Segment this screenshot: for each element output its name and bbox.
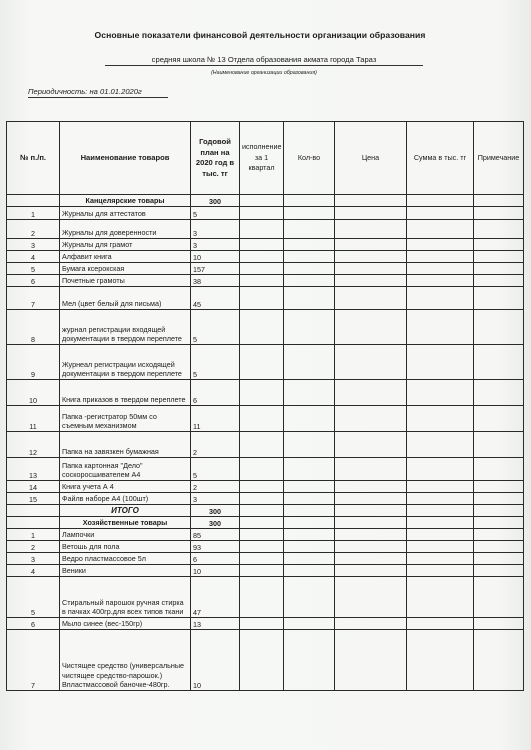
row-plan: 47 (191, 577, 240, 618)
row-quantity (284, 517, 335, 529)
row-plan: 5 (191, 207, 240, 220)
table-body (7, 195, 524, 691)
row-sum (407, 529, 474, 541)
row-quantity (284, 618, 335, 630)
table-row (7, 529, 524, 541)
row-execution (240, 239, 284, 251)
period-label: Периодичность: на 01.01.2020г (28, 87, 168, 98)
row-sum (407, 577, 474, 618)
row-plan: 300 (191, 505, 240, 517)
row-quantity (284, 310, 335, 345)
col-header-execution: исполнение за 1 квартал (240, 122, 284, 195)
col-header-number: № п./п. (7, 122, 60, 195)
row-note (474, 220, 524, 239)
table-row (7, 458, 524, 481)
row-note (474, 287, 524, 310)
row-number: 1 (7, 207, 60, 220)
row-plan: 11 (191, 406, 240, 432)
row-price (335, 380, 407, 406)
row-number: 2 (7, 541, 60, 553)
row-plan: 300 (191, 195, 240, 207)
row-name: Почетные грамоты (60, 275, 191, 287)
row-name: Журналы для аттестатов (60, 207, 191, 220)
row-plan: 157 (191, 263, 240, 275)
row-quantity (284, 380, 335, 406)
row-name: Веники (60, 565, 191, 577)
row-name: Ведро пластмассовое 5л (60, 553, 191, 565)
table-row (7, 275, 524, 287)
row-quantity (284, 239, 335, 251)
row-price (335, 310, 407, 345)
row-plan: 5 (191, 458, 240, 481)
row-quantity (284, 630, 335, 691)
row-number (7, 505, 60, 517)
total-row (7, 505, 524, 517)
row-note (474, 553, 524, 565)
row-price (335, 458, 407, 481)
row-sum (407, 239, 474, 251)
category-row (7, 195, 524, 207)
row-quantity (284, 458, 335, 481)
row-name: Бумага ксерокская (60, 263, 191, 275)
row-number (7, 517, 60, 529)
row-execution (240, 220, 284, 239)
row-sum (407, 220, 474, 239)
row-quantity (284, 565, 335, 577)
row-sum (407, 517, 474, 529)
row-execution (240, 481, 284, 493)
row-name: Хозяйственные товары (60, 517, 191, 529)
row-name: Книга учета А 4 (60, 481, 191, 493)
row-sum (407, 458, 474, 481)
table-row (7, 406, 524, 432)
row-number: 3 (7, 239, 60, 251)
row-price (335, 618, 407, 630)
col-header-note: Примечание (474, 122, 524, 195)
row-name: Канцелярские товары (60, 195, 191, 207)
row-price (335, 263, 407, 275)
row-number: 4 (7, 565, 60, 577)
row-note (474, 505, 524, 517)
row-execution (240, 541, 284, 553)
row-number: 10 (7, 380, 60, 406)
row-number: 5 (7, 577, 60, 618)
row-number: 2 (7, 220, 60, 239)
row-name: ИТОГО (60, 505, 191, 517)
row-note (474, 251, 524, 263)
row-quantity (284, 195, 335, 207)
row-note (474, 577, 524, 618)
row-number: 8 (7, 310, 60, 345)
row-price (335, 630, 407, 691)
row-sum (407, 481, 474, 493)
row-number: 3 (7, 553, 60, 565)
row-quantity (284, 220, 335, 239)
row-execution (240, 287, 284, 310)
row-plan: 93 (191, 541, 240, 553)
row-note (474, 529, 524, 541)
col-header-name: Наименование товаров (60, 122, 191, 195)
row-plan: 13 (191, 618, 240, 630)
row-price (335, 541, 407, 553)
table-row (7, 493, 524, 505)
row-plan: 6 (191, 553, 240, 565)
row-note (474, 263, 524, 275)
row-note (474, 432, 524, 458)
table-row (7, 380, 524, 406)
row-note (474, 618, 524, 630)
row-note (474, 493, 524, 505)
row-execution (240, 345, 284, 380)
row-price (335, 505, 407, 517)
row-price (335, 207, 407, 220)
row-sum (407, 275, 474, 287)
row-number: 15 (7, 493, 60, 505)
row-price (335, 517, 407, 529)
col-header-price: Цена (335, 122, 407, 195)
row-price (335, 220, 407, 239)
row-sum (407, 406, 474, 432)
row-name: Лампочки (60, 529, 191, 541)
row-plan: 3 (191, 493, 240, 505)
row-note (474, 541, 524, 553)
row-number: 4 (7, 251, 60, 263)
table-row (7, 577, 524, 618)
goods-table (6, 121, 524, 691)
row-sum (407, 541, 474, 553)
row-number: 14 (7, 481, 60, 493)
row-sum (407, 380, 474, 406)
table-row (7, 207, 524, 220)
row-number: 5 (7, 263, 60, 275)
table-row (7, 251, 524, 263)
row-sum (407, 630, 474, 691)
row-sum (407, 310, 474, 345)
table-row (7, 618, 524, 630)
row-number: 1 (7, 529, 60, 541)
row-execution (240, 432, 284, 458)
table-row (7, 345, 524, 380)
row-number: 6 (7, 618, 60, 630)
row-note (474, 239, 524, 251)
row-sum (407, 207, 474, 220)
category-row (7, 517, 524, 529)
row-plan: 38 (191, 275, 240, 287)
row-note (474, 565, 524, 577)
row-price (335, 493, 407, 505)
row-execution (240, 493, 284, 505)
row-name: Стиральный парошок ручная стирка в пачках 400гр.для всех типов ткани (60, 577, 191, 618)
row-name: Чистящее средство (универсальные чистящее средство-парошок.) Впластмассовой баночке-480гр. (60, 630, 191, 691)
row-execution (240, 207, 284, 220)
row-note (474, 310, 524, 345)
row-execution (240, 517, 284, 529)
row-sum (407, 432, 474, 458)
row-sum (407, 263, 474, 275)
row-execution (240, 458, 284, 481)
row-execution (240, 565, 284, 577)
table-row (7, 553, 524, 565)
organization-name: средняя школа № 13 Отдела образования акмата города Тараз (105, 55, 423, 66)
row-plan: 10 (191, 251, 240, 263)
table-header-row (7, 122, 524, 195)
table-row (7, 310, 524, 345)
row-execution (240, 505, 284, 517)
row-name: журнал регистрации входящей документации в твердом переплете (60, 310, 191, 345)
row-execution (240, 263, 284, 275)
row-price (335, 406, 407, 432)
row-name: Файлв наборе А4 (100шт) (60, 493, 191, 505)
row-price (335, 195, 407, 207)
row-execution (240, 553, 284, 565)
row-price (335, 529, 407, 541)
row-quantity (284, 577, 335, 618)
row-quantity (284, 263, 335, 275)
row-price (335, 251, 407, 263)
row-execution (240, 577, 284, 618)
col-header-quantity: Кол-во (284, 122, 335, 195)
row-sum (407, 287, 474, 310)
row-name: Папка картонная "Дело" соскоросшивателем А4 (60, 458, 191, 481)
table-row (7, 481, 524, 493)
row-plan: 300 (191, 517, 240, 529)
row-sum (407, 565, 474, 577)
row-execution (240, 195, 284, 207)
row-sum (407, 251, 474, 263)
row-sum (407, 553, 474, 565)
table-row (7, 287, 524, 310)
col-header-sum: Сумма в тыс. тг (407, 122, 474, 195)
table-row (7, 630, 524, 691)
row-quantity (284, 481, 335, 493)
row-name: Ветошь для пола (60, 541, 191, 553)
row-execution (240, 529, 284, 541)
row-execution (240, 251, 284, 263)
row-sum (407, 618, 474, 630)
row-price (335, 287, 407, 310)
row-name: Папка на завязкен бумажная (60, 432, 191, 458)
row-note (474, 481, 524, 493)
row-execution (240, 630, 284, 691)
row-number: 7 (7, 630, 60, 691)
row-plan: 5 (191, 310, 240, 345)
row-price (335, 577, 407, 618)
row-number: 7 (7, 287, 60, 310)
row-quantity (284, 287, 335, 310)
row-name: Алфавит книга (60, 251, 191, 263)
table-row (7, 541, 524, 553)
row-quantity (284, 207, 335, 220)
row-note (474, 195, 524, 207)
row-note (474, 406, 524, 432)
col-header-plan: Годовой план на 2020 год в тыс. тг (191, 122, 240, 195)
row-name: Журнеал регистрации исходящей документации в твердом переплете (60, 345, 191, 380)
row-note (474, 345, 524, 380)
row-sum (407, 195, 474, 207)
row-name: Журналы для грамот (60, 239, 191, 251)
row-number: 12 (7, 432, 60, 458)
row-quantity (284, 345, 335, 380)
row-number: 6 (7, 275, 60, 287)
row-execution (240, 275, 284, 287)
row-name: Папка -регистратор 50мм со съемным механизмом (60, 406, 191, 432)
row-number: 13 (7, 458, 60, 481)
row-quantity (284, 251, 335, 263)
row-note (474, 630, 524, 691)
row-quantity (284, 275, 335, 287)
row-price (335, 481, 407, 493)
organization-note: (Наименование организации образования) (211, 70, 317, 76)
row-plan: 10 (191, 630, 240, 691)
row-quantity (284, 432, 335, 458)
row-sum (407, 505, 474, 517)
table-row (7, 263, 524, 275)
row-sum (407, 493, 474, 505)
table-row (7, 432, 524, 458)
row-plan: 10 (191, 565, 240, 577)
row-plan: 3 (191, 220, 240, 239)
table-row (7, 220, 524, 239)
row-execution (240, 406, 284, 432)
row-plan: 5 (191, 345, 240, 380)
row-number: 9 (7, 345, 60, 380)
row-note (474, 517, 524, 529)
row-name: Мыло синее (вес-150гр) (60, 618, 191, 630)
row-note (474, 207, 524, 220)
row-execution (240, 310, 284, 345)
row-price (335, 239, 407, 251)
row-plan: 6 (191, 380, 240, 406)
row-quantity (284, 541, 335, 553)
document-title: Основные показатели финансовой деятельности организации образования (94, 30, 426, 40)
row-plan: 3 (191, 239, 240, 251)
row-name: Книга приказов в твердом переплете (60, 380, 191, 406)
row-plan: 2 (191, 481, 240, 493)
row-quantity (284, 493, 335, 505)
row-name: Журналы для доверенности (60, 220, 191, 239)
row-price (335, 553, 407, 565)
row-note (474, 458, 524, 481)
row-execution (240, 380, 284, 406)
row-quantity (284, 553, 335, 565)
row-price (335, 565, 407, 577)
row-name: Мел (цвет белый для письма) (60, 287, 191, 310)
row-quantity (284, 406, 335, 432)
row-note (474, 275, 524, 287)
row-price (335, 432, 407, 458)
row-number (7, 195, 60, 207)
row-plan: 2 (191, 432, 240, 458)
table-row (7, 239, 524, 251)
row-number: 11 (7, 406, 60, 432)
row-note (474, 380, 524, 406)
row-execution (240, 618, 284, 630)
row-price (335, 345, 407, 380)
row-price (335, 275, 407, 287)
row-sum (407, 345, 474, 380)
row-plan: 45 (191, 287, 240, 310)
row-quantity (284, 505, 335, 517)
row-quantity (284, 529, 335, 541)
row-plan: 85 (191, 529, 240, 541)
table-row (7, 565, 524, 577)
